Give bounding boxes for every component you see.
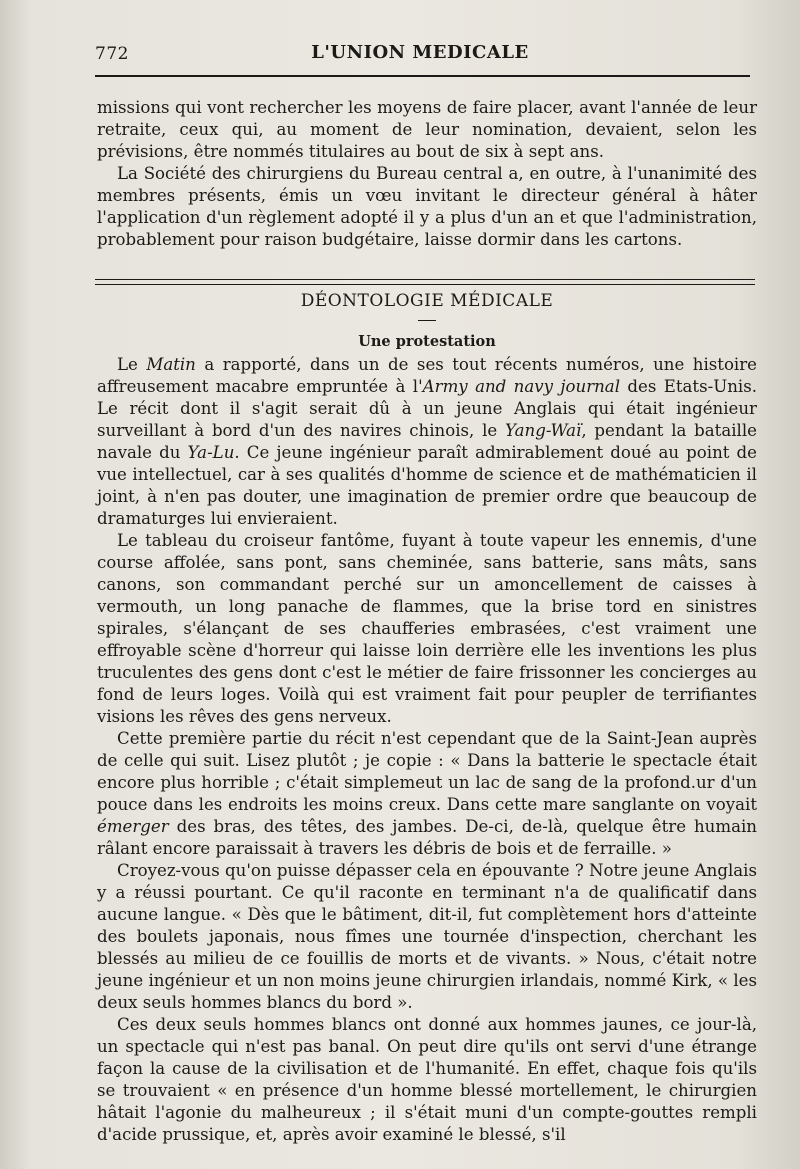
intro-text bbox=[97, 97, 757, 251]
emphasized-word: émerger bbox=[97, 817, 169, 836]
journal-name: Army and navy journal bbox=[422, 377, 621, 396]
body-paragraph-3: Cette première partie du récit n'est cependant que de la Saint-Jean auprès de celle qui suit. Lisez plutôt ; je copie : « Dans la batterie le spectacle était encore plus horrible ; c'était simplemeut un lac de sang de la profond.ur d'un pouce dans les endroits les moins creux. Dans cette mare sanglante on voyait émerger des bras, des têtes, des jambes. De-ci, de-là, quelque être humain râlant encore paraissait à travers les débris de bois et de ferraille. » bbox=[97, 729, 757, 858]
body-paragraph-2: Le tableau du croiseur fantôme, fuyant à toute vapeur les ennemis, d'une course affolée, sans pont, sans cheminée, sans batterie, sans mâts, sans canons, son commandant perché sur un amoncellement de caisses à vermouth, un long panache de flammes, que la brise tord en sinistres spirales, s'élançant de ses chaufferies embrasées, c'est vraiment une effroyable scène d'horreur qui laisse loin derrière elle les inventions les plus truculentes des gens dont c'est le métier de faire frissonner les concierges au fond de leurs loges. Voilà qui est vraiment fait pour peupler de terrifiantes visions les rêves des gens nerveux. bbox=[97, 531, 757, 726]
header-rule bbox=[95, 75, 750, 77]
intro-paragraph-2: La Société des chirurgiens du Bureau central a, en outre, à l'unanimité des membres présents, émis un vœu invitant le directeur général à hâter l'application d'un règlement adopté il y a plus d'un an et que l'administration, probablement pour raison budgétaire, laisse dormir dans les cartons. bbox=[97, 164, 757, 249]
body-paragraph-5: Ces deux seuls hommes blancs ont donné aux hommes jaunes, ce jour-là, un spectacle qui n'est pas banal. On peut dire qu'ils ont servi d'une étrange façon la cause de la civilisation et de l'humanité. En effet, chaque fois qu'ils se trouvaient « en présence d'un homme blessé mortellement, le chirurgien hâtait l'agonie du malheureux ; il s'était muni d'un compte-gouttes rempli d'acide prussique, et, après avoir examiné le blessé, s'il bbox=[97, 1015, 757, 1144]
article-body bbox=[97, 354, 757, 1146]
battle-name: Ya-Lu bbox=[187, 443, 235, 462]
journal-title: L'UNION MEDICALE bbox=[311, 42, 529, 63]
running-header bbox=[95, 40, 745, 70]
section-divider bbox=[95, 279, 755, 285]
body-paragraph-1: Le Matin a rapporté, dans un de ses tout récents numéros, une histoire affreusement macabre empruntée à l'Army and navy journal des Etats-Unis. Le récit dont il s'agit serait dû à un jeune Anglais qui était ingénieur surveillant à bord d'un des navires chinois, le Yang-Waï, pendant la bataille navale du Ya-Lu. Ce jeune ingénieur paraît admirablement doué au point de vue intellectuel, car à ses qualités d'homme de science et de mathématicien il joint, à n'en pas douter, une imagination de premier ordre que beaucoup de dramaturges lui envieraient. bbox=[97, 355, 757, 528]
article-subtitle: Une protestation bbox=[358, 333, 496, 350]
title-rule bbox=[418, 320, 436, 321]
body-paragraph-4: Croyez-vous qu'on puisse dépasser cela en épouvante ? Notre jeune Anglais y a réussi pourtant. Ce qu'il raconte en terminant n'a de qualificatif dans aucune langue. « Dès que le bâtiment, dit-il, fut complètement hors d'atteinte des boulets japonais, nous fîmes une tournée d'inspection, cherchant les blessés au milieu de ce fouillis de morts et de vivants. » Nous, c'était notre jeune ingénieur et un non moins jeune chirurgien irlandais, nommé Kirk, « les deux seuls hommes blancs du bord ». bbox=[97, 861, 757, 1012]
page-number: 772 bbox=[95, 44, 129, 64]
newspaper-name: Matin bbox=[146, 355, 196, 374]
intro-paragraph-1: missions qui vont rechercher les moyens de faire placer, avant l'année de leur retraite, ceux qui, au moment de leur nomination, devaient, selon les prévisions, être nommés titulaires au bout de six à sept ans. bbox=[97, 98, 757, 161]
section-title: DÉONTOLOGIE MÉDICALE bbox=[300, 291, 554, 311]
ship-name: Yang-Waï bbox=[504, 421, 582, 440]
